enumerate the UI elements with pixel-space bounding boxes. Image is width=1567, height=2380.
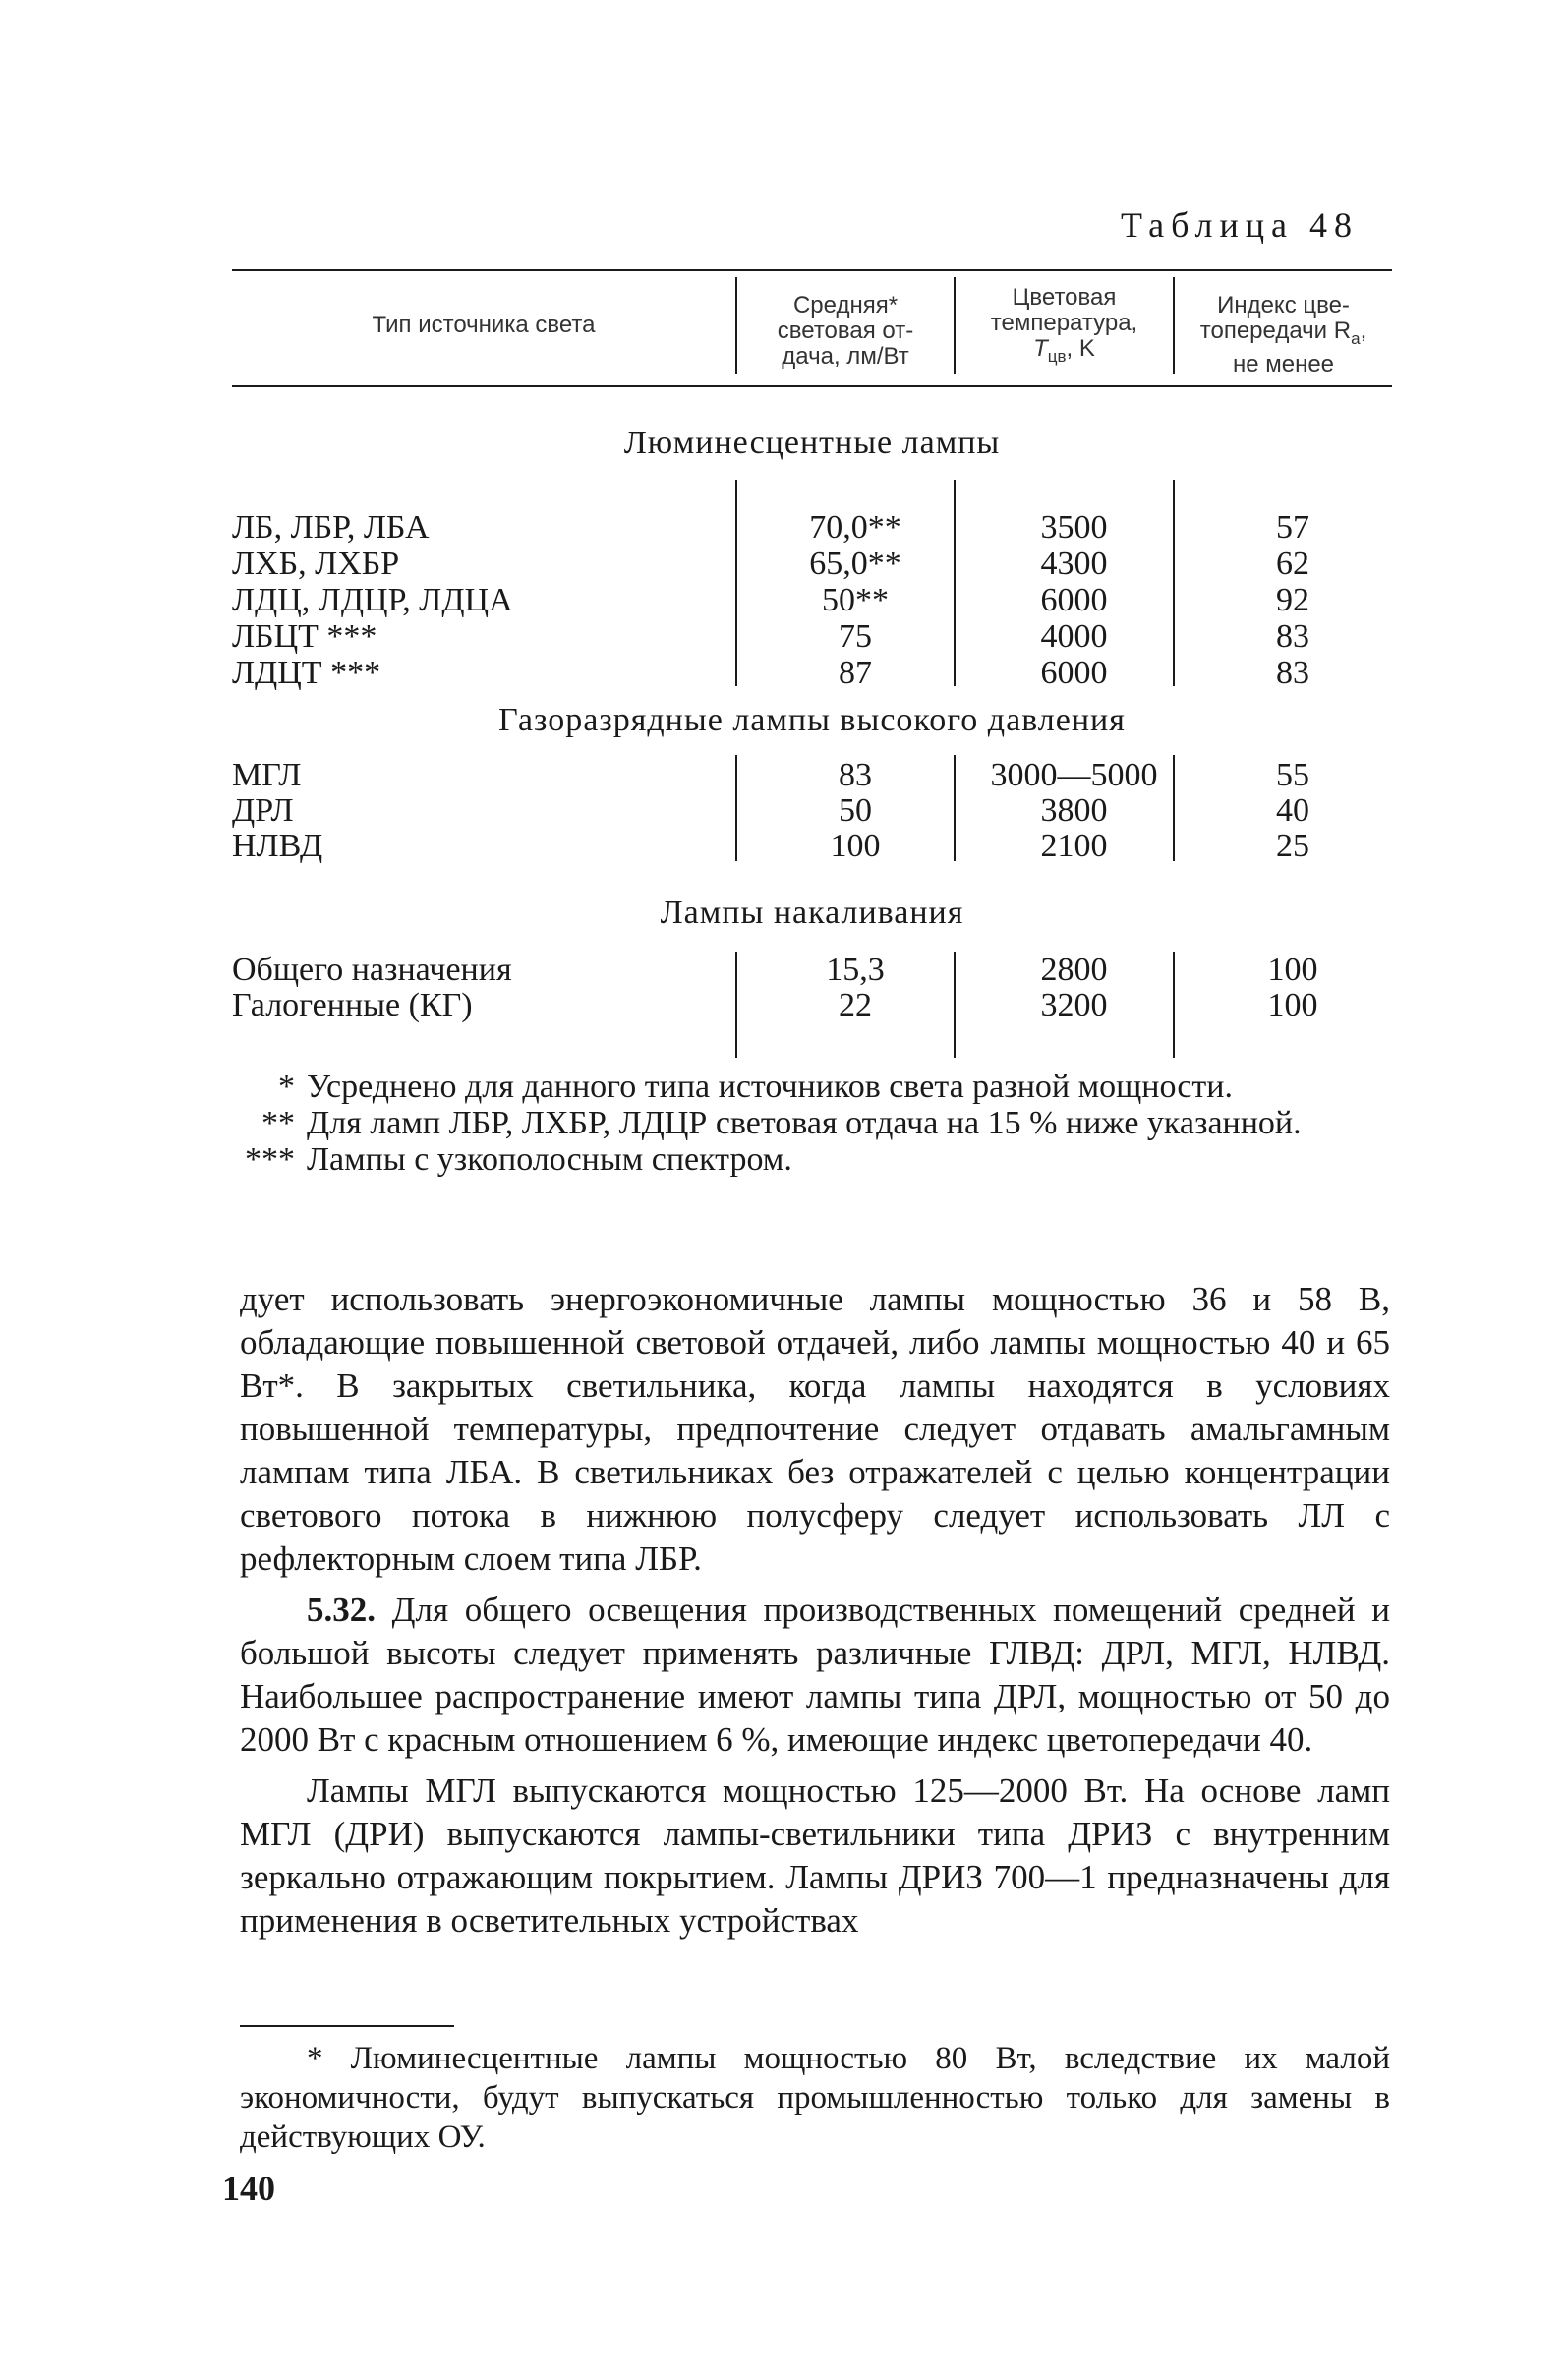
- row-output: 83: [839, 757, 872, 793]
- row-type: МГЛ: [232, 757, 302, 793]
- section-title-fluorescent: Люминесцентные лампы: [623, 425, 1001, 461]
- row-output: 15,3: [826, 952, 885, 988]
- table-top-rule: [232, 269, 1392, 271]
- note-marker: **: [261, 1105, 295, 1141]
- row-type: НЛВД: [232, 828, 323, 864]
- note-text: Лампы с узкополосным спектром.: [307, 1141, 792, 1178]
- table-row: [0, 509, 1567, 547]
- paragraph: Лампы МГЛ выпускаются мощностью 125—2000 Вт. На основе ламп МГЛ (ДРИ) выпускаются лампы-светильники типа ДРИЗ с внутренним зеркально отражающим покрытием. Лампы ДРИЗ 700—1 предназначены для применения в осветительных устройствах: [240, 1771, 1390, 1940]
- row-index: 57: [1276, 509, 1309, 546]
- row-temp: 4000: [1040, 618, 1108, 655]
- row-output: 22: [839, 987, 872, 1023]
- header-index: Индекс цве- топередачи $R_a$, не менее: [1199, 292, 1367, 377]
- row-type: Общего назначения: [232, 952, 512, 988]
- row-type: ЛДЦ, ЛДЦР, ЛДЦА: [232, 582, 513, 618]
- table-row: [0, 792, 1567, 830]
- section-number: 5.32.: [307, 1591, 376, 1629]
- table-row: [0, 987, 1567, 1024]
- row-index: 100: [1267, 952, 1318, 988]
- note-marker: ***: [245, 1141, 295, 1178]
- row-output: 50**: [822, 582, 889, 618]
- row-output: 70,0**: [809, 509, 901, 546]
- section-title-hid: Газоразрядные лампы высокого давления: [498, 702, 1126, 738]
- body-text: [240, 1278, 1390, 1950]
- row-temp: 6000: [1040, 582, 1108, 618]
- row-temp: 2800: [1040, 952, 1108, 988]
- table-note: [232, 1141, 1392, 1178]
- note-text: Для ламп ЛБР, ЛХБР, ЛДЦР световая отдача на 15 % ниже указанной.: [307, 1105, 1302, 1141]
- footnote-rule: [240, 2025, 454, 2027]
- row-type: ЛХБ, ЛХБР: [232, 546, 400, 582]
- row-temp: 2100: [1040, 828, 1108, 864]
- table-header-rule: [232, 385, 1392, 387]
- row-output: 75: [839, 618, 872, 655]
- row-temp: 3000—5000: [990, 757, 1158, 793]
- paragraph: 5.32. Для общего освещения производственных помещений средней и большой высоты следует применять различные ГЛВД: ДРЛ, МГЛ, НЛВД. Наибольшее распространение имеют лампы типа ДРЛ, мощностью от 50 до 2000 Вт с красным отношением 6 %, имеющие индекс цветопередачи 40.: [240, 1591, 1390, 1759]
- row-index: 40: [1276, 792, 1309, 829]
- header-output: Средняя* световая от- дача, лм/Вт: [777, 292, 914, 370]
- header-type: Тип источника света: [372, 312, 596, 338]
- row-index: 62: [1276, 546, 1309, 582]
- row-output: 65,0**: [809, 546, 901, 582]
- row-index: 25: [1276, 828, 1309, 864]
- header-temperature: Цветовая температура, $T_{цв}$, K: [990, 284, 1138, 366]
- row-output: 87: [839, 655, 872, 691]
- table-row: [0, 757, 1567, 794]
- row-index: 55: [1276, 757, 1309, 793]
- row-index: 92: [1276, 582, 1309, 618]
- note-text: Усреднено для данного типа источников света разной мощности.: [307, 1069, 1233, 1105]
- row-index: 100: [1267, 987, 1318, 1023]
- row-index: 83: [1276, 655, 1309, 691]
- row-type: ЛБ, ЛБР, ЛБА: [232, 509, 430, 546]
- page-number: 140: [222, 2169, 275, 2208]
- table-caption: Таблица 48: [1121, 205, 1359, 245]
- table-note: [232, 1105, 1392, 1141]
- row-type: ДРЛ: [232, 792, 294, 829]
- row-temp: 3500: [1040, 509, 1108, 546]
- footnote: * Люминесцентные лампы мощностью 80 Вт, вследствие их малой экономичности, будут выпускаться промышленностью только для замены в действующих ОУ.: [240, 2041, 1390, 2155]
- row-type: Галогенные (КГ): [232, 987, 473, 1023]
- row-temp: 4300: [1040, 546, 1108, 582]
- row-output: 50: [839, 792, 872, 829]
- paragraph: дует использовать энергоэкономичные лампы мощностью 36 и 58 В, обладающие повышенной световой отдачей, либо лампы мощностью 40 и 65 Вт*. В закрытых светильника, когда лампы находятся в условиях повышенной температуры, предпочтение следует отдавать амальгамным лампам типа ЛБА. В светильниках без отражателей с целью концентрации светового потока в нижнюю полусферу следует использовать ЛЛ с рефлекторным слоем типа ЛБР.: [240, 1280, 1390, 1578]
- row-output: 100: [830, 828, 881, 864]
- note-marker: *: [278, 1069, 295, 1105]
- row-temp: 3800: [1040, 792, 1108, 829]
- row-index: 83: [1276, 618, 1309, 655]
- table-notes: [232, 1069, 1392, 1178]
- row-type: ЛДЦТ ***: [232, 655, 381, 691]
- table-row: [0, 546, 1567, 583]
- table-note: [232, 1069, 1392, 1105]
- row-temp: 6000: [1040, 655, 1108, 691]
- table-row: [0, 828, 1567, 865]
- table-row: [0, 952, 1567, 989]
- row-type: ЛБЦТ ***: [232, 618, 377, 655]
- table-row: [0, 582, 1567, 619]
- table-row: [0, 618, 1567, 656]
- row-temp: 3200: [1040, 987, 1108, 1023]
- table-row: [0, 655, 1567, 692]
- section-title-incandescent: Лампы накаливания: [660, 895, 964, 931]
